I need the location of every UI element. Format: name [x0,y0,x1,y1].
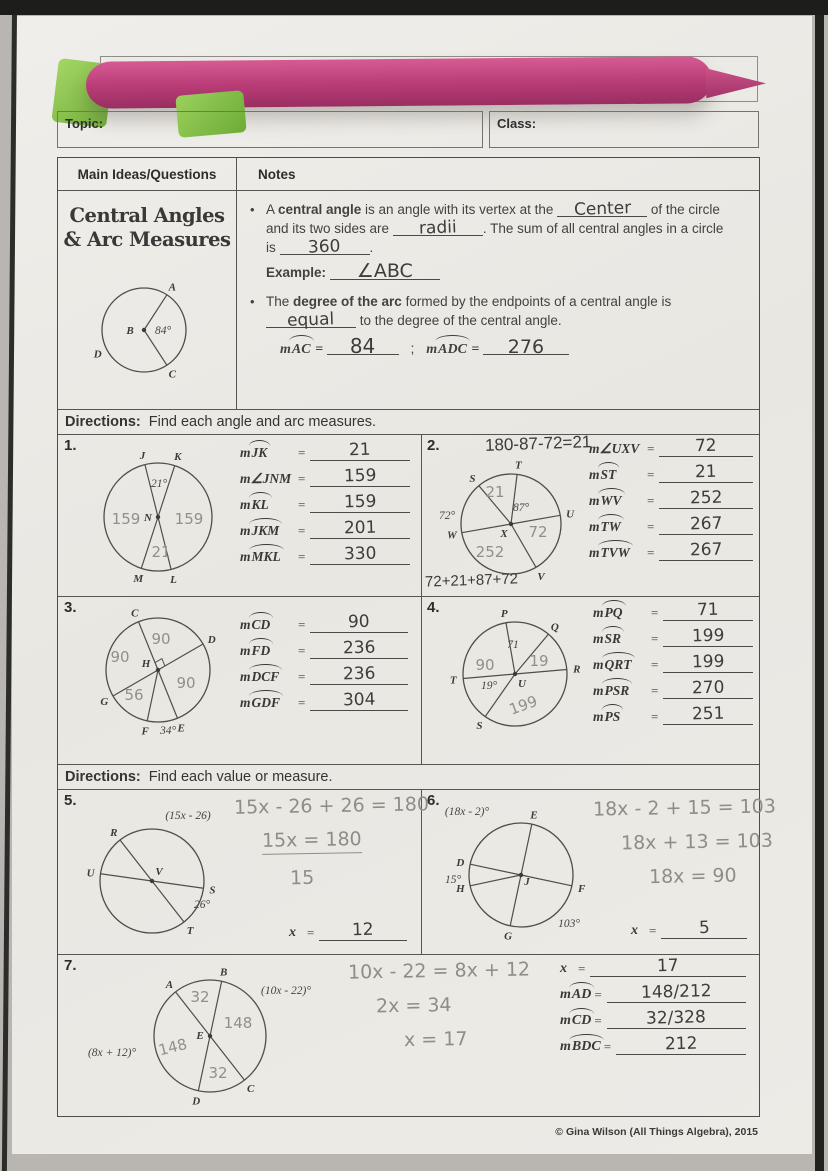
svg-text:(10x - 22)°: (10x - 22)° [261,985,311,997]
answer-row: mSR = 199 [593,628,753,647]
svg-text:D: D [192,1095,201,1108]
svg-text:32: 32 [208,1064,228,1082]
answer-row: mST = 21 [589,464,753,483]
answer-blank: 251 [663,706,753,725]
svg-text:D: D [93,348,102,361]
mADC-answer: 276 [483,341,569,355]
problem-7-answers [560,955,746,1062]
svg-text:148: 148 [223,1014,253,1032]
svg-text:V: V [537,570,545,583]
svg-text:G: G [100,696,109,708]
svg-text:U: U [86,867,95,880]
problem-5-x-answer [289,919,407,948]
problem-6-work [593,797,776,899]
blank-center: Center [557,203,647,217]
answer-row: mGDF = 304 [240,692,408,711]
work-line: 15 [289,866,315,890]
problem-3-number: 3. [64,599,77,616]
svg-text:84°: 84° [154,325,172,337]
answer-blank: 5 [661,920,747,939]
lesson-title-line1: Central Angles [69,204,225,227]
problem-3-answers [240,611,408,718]
svg-text:19: 19 [529,652,549,670]
svg-text:72: 72 [528,523,548,541]
svg-text:148: 148 [156,1034,189,1060]
problem-5-work [234,795,429,900]
photo-top-edge [0,0,828,15]
svg-text:71: 71 [507,639,519,651]
answer-blank: 304 [310,692,408,711]
blank-radii: radii [393,222,483,236]
answer-blank: 236 [310,666,408,685]
svg-text:W: W [447,529,457,542]
svg-text:H: H [141,658,151,670]
problem-4 [421,596,759,764]
svg-text:E: E [530,809,538,822]
answer-blank: 236 [310,640,408,659]
answer-row: mKL = 159 [240,494,410,513]
answer-row: mMKL = 330 [240,546,410,565]
svg-text:V: V [155,866,163,878]
work-line: 18x - 2 + 15 = 103 [592,795,777,821]
svg-text:R: R [573,663,581,676]
svg-text:S: S [209,884,216,897]
directions-2: Directions: Find each value or measure. [65,768,333,785]
svg-text:D: D [207,634,216,646]
answer-row: mTW = 267 [589,516,753,535]
svg-text:159: 159 [174,510,204,528]
svg-text:90: 90 [176,674,196,692]
svg-text:A: A [165,978,174,991]
svg-text:199: 199 [506,691,540,719]
arc-measure-examples [236,330,759,359]
lesson-title-line2: & Arc Measures [63,228,231,251]
svg-text:D: D [456,857,465,870]
worksheet-table [57,157,777,1117]
answer-row: mQRT = 199 [593,654,753,673]
class-field [489,111,759,148]
copyright-footer: © Gina Wilson (All Things Algebra), 2015 [555,1126,758,1138]
problem-5 [58,789,430,954]
problem-4-answers [593,599,753,732]
svg-text:H: H [456,882,465,895]
notes-bullet-1 [236,190,759,257]
svg-text:90: 90 [475,656,495,674]
svg-text:C: C [246,1083,255,1096]
answer-row: mPSR = 270 [593,680,753,699]
svg-text:15°: 15° [444,874,462,886]
problem-7 [58,954,759,1116]
problem-6-number: 6. [427,792,440,809]
svg-text:K: K [174,451,182,464]
lesson-title [58,204,236,252]
problem-1 [58,434,421,596]
mAC-label: mAC = [280,342,327,357]
answer-row: mWV = 252 [589,490,753,509]
problem-1-diagram [66,440,251,603]
answer-blank: 21 [659,464,753,483]
svg-text:103°: 103° [558,918,580,930]
svg-text:252: 252 [475,543,505,561]
svg-text:B: B [126,325,134,337]
svg-text:E: E [177,722,185,735]
problem-7-diagram [80,954,330,1124]
svg-text:T: T [514,459,522,472]
svg-text:T: T [449,674,457,687]
answer-row: x = 5 [631,920,747,939]
answer-blank: 199 [663,628,753,647]
blank-360: 360 [280,241,370,255]
notes-bullet-2 [236,282,759,330]
problem-6-x-answer [631,917,747,946]
problem-1-answers [240,439,410,572]
problem-7-work [348,960,530,1062]
problem-1-number: 1. [64,437,77,454]
svg-text:72°: 72° [438,510,456,522]
answer-row: m∠JNM = 159 [240,468,410,487]
answer-blank: 267 [659,542,753,561]
answer-row: mPS = 251 [593,706,753,725]
answer-blank: 212 [616,1036,746,1055]
answer-row: mCD = 32/328 [560,1010,746,1029]
header-main-ideas: Main Ideas/Questions [77,166,217,182]
example-label: Example: [266,265,327,280]
svg-text:R: R [110,827,118,840]
problem-2-work-top: 180-87-72=21 [484,432,592,455]
answer-blank: 159 [310,468,410,487]
bullet-icon: • [250,294,255,309]
answer-blank: 270 [663,680,753,699]
work-line: x = 17 [403,1027,468,1052]
problem-6 [421,789,777,954]
example-row [236,257,759,282]
problem-2 [421,434,759,596]
svg-text:26°: 26° [193,899,211,911]
work-line: 15x - 26 + 26 = 180 [233,793,430,819]
svg-text:(8x + 12)°: (8x + 12)° [87,1047,137,1059]
svg-text:B: B [220,966,228,979]
answer-blank: 201 [310,520,410,539]
problem-2-work-bottom: 72+21+87+72 [424,570,519,591]
problem-4-number: 4. [427,599,440,616]
answer-blank: 21 [310,442,410,461]
svg-text:159: 159 [111,510,141,528]
answer-row: x = 12 [289,922,407,941]
answer-row: m∠UXV = 72 [589,438,753,457]
svg-text:F: F [577,882,586,895]
svg-text:S: S [469,473,476,486]
answer-blank: 252 [659,490,753,509]
svg-text:X: X [500,528,508,540]
topic-label: Topic: [65,116,104,131]
answer-blank: 199 [663,654,753,673]
answer-row: mAD = 148/212 [560,984,746,1003]
svg-text:G: G [504,930,513,943]
blank-equal: equal [266,314,356,328]
svg-text:90: 90 [151,630,171,648]
example-answer-blank: ∠ABC [330,265,440,280]
main-ideas-cell [58,190,236,409]
svg-text:T: T [186,924,194,937]
answer-blank: 12 [319,922,407,941]
svg-text:S: S [476,719,483,732]
problem-5-diagram [60,799,260,959]
answer-blank: 72 [659,438,753,457]
svg-text:M: M [133,572,144,585]
svg-text:(18x - 2)°: (18x - 2)° [444,806,490,818]
problem-7-number: 7. [64,957,77,974]
answer-row: mJKM = 201 [240,520,410,539]
svg-text:90: 90 [110,648,130,666]
directions-1: Directions: Find each angle and arc measures. [65,413,377,430]
bullet-icon: • [250,202,255,217]
svg-text:A: A [168,281,176,294]
work-line: 18x = 90 [648,864,737,889]
problem-3-diagram [66,598,256,763]
svg-text:87°: 87° [512,502,530,514]
problem-5-number: 5. [64,792,77,809]
answer-row: x = 17 [560,958,746,977]
answer-blank: 90 [310,614,408,633]
header-notes: Notes [258,166,296,182]
svg-text:E: E [196,1030,204,1042]
work-line: 2x = 34 [375,994,452,1018]
answer-row: mJK = 21 [240,442,410,461]
svg-text:L: L [170,574,177,587]
svg-text:P: P [500,607,508,620]
answer-blank: 330 [310,546,410,565]
answer-blank: 267 [659,516,753,535]
answer-blank: 17 [590,958,746,977]
svg-text:21: 21 [485,483,505,501]
svg-text:F: F [141,725,149,738]
svg-text:21: 21 [151,543,171,561]
svg-text:C: C [168,368,176,381]
answer-row: mDCF = 236 [240,666,408,685]
svg-text:N: N [144,512,152,524]
bullet-2-text: The degree of the arc formed by the endpoints of a central angle is equal to the degree of the central angle. [266,294,672,331]
svg-text:34°: 34° [159,725,177,737]
svg-text:Q: Q [550,621,559,634]
answer-row: mFD = 236 [240,640,408,659]
svg-text:J: J [139,449,146,462]
svg-text:C: C [131,607,139,620]
problem-2-number: 2. [427,437,440,454]
mAC-answer: 84 [327,340,399,355]
problem-2-answers [589,435,753,568]
problem-3 [58,596,421,764]
work-line: 10x - 22 = 8x + 12 [347,958,531,984]
svg-text:56: 56 [124,686,144,704]
photo-right-edge [815,10,824,1171]
topic-field [57,111,483,148]
answer-row: mTVW = 267 [589,542,753,561]
bullet-1-text: A central angle is an angle with its vertex at the Center of the circle and its two sides are radii . The sum of all central angles in a circle is 360 . [266,198,724,258]
answer-blank: 32/328 [607,1010,746,1029]
svg-text:U: U [518,678,526,690]
work-line: 15x = 180 [262,828,362,855]
problem-4-diagram [425,600,620,757]
answer-blank: 71 [663,602,753,621]
mADC-label: mADC = [426,342,483,357]
answer-blank: 159 [310,494,410,513]
svg-text:J: J [524,876,530,888]
work-line: 18x + 13 = 103 [620,829,774,855]
class-label: Class: [497,116,537,131]
separator: ; [410,340,415,356]
svg-text:(15x - 26): (15x - 26) [165,810,211,822]
answer-blank: 148/212 [607,984,746,1003]
svg-text:21°: 21° [150,478,168,490]
svg-text:U: U [566,508,575,521]
notes-cell [236,190,759,409]
answer-row: mBDC = 212 [560,1036,746,1055]
svg-text:19°: 19° [480,680,498,692]
svg-text:32: 32 [190,988,210,1006]
answer-row: mPQ = 71 [593,602,753,621]
answer-row: mCD = 90 [240,614,408,633]
example-circle-diagram [58,256,236,404]
